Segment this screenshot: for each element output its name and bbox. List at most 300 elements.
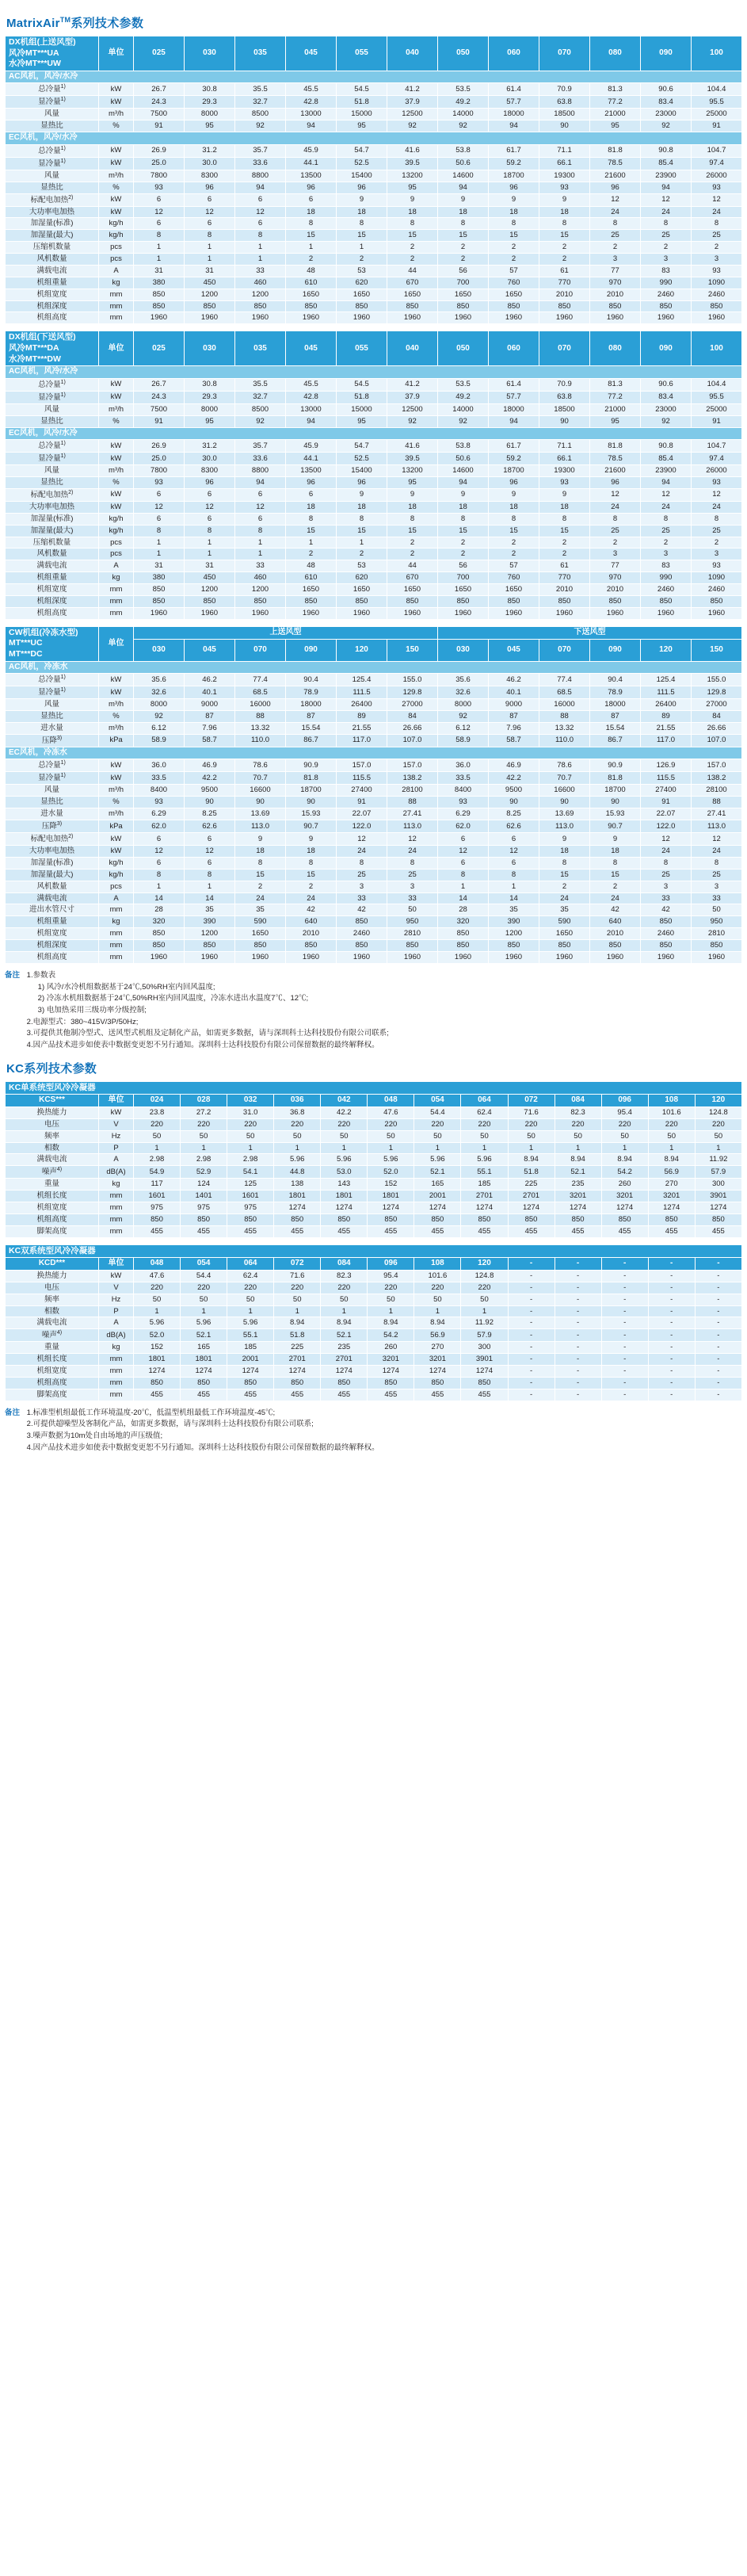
- cell: 54.7: [337, 144, 387, 157]
- cell: 1: [227, 1305, 274, 1317]
- cell: 220: [181, 1118, 227, 1130]
- table-row: [6, 797, 742, 808]
- cell: 25: [692, 525, 742, 537]
- cell: 70.9: [539, 83, 590, 96]
- cell: 71.6: [508, 1106, 555, 1118]
- cell: 15: [337, 230, 387, 242]
- row-unit: kW: [99, 83, 134, 96]
- row-label: 满载电流: [6, 265, 99, 277]
- cell: 70.9: [539, 378, 590, 391]
- cell: 2: [387, 537, 438, 548]
- cell: 1: [555, 1142, 601, 1154]
- cell: 850: [601, 1214, 648, 1226]
- cell: 220: [134, 1118, 181, 1130]
- cell: 8: [539, 218, 590, 230]
- cell: 41.6: [387, 440, 438, 453]
- table-row: [6, 1389, 742, 1401]
- cell: 8: [641, 218, 692, 230]
- cell: 95.5: [692, 96, 742, 109]
- cell: 2.98: [227, 1154, 274, 1166]
- cell: 40.1: [489, 686, 539, 699]
- table-row: [6, 1377, 742, 1389]
- cell: 1274: [368, 1366, 414, 1378]
- cell: 990: [641, 277, 692, 289]
- cell: 40.1: [185, 686, 235, 699]
- cell: -: [555, 1377, 601, 1389]
- table-row: [6, 869, 742, 881]
- table-row: [6, 465, 742, 477]
- row-label: 压降$^{3)}$: [6, 734, 99, 747]
- cell: 850: [185, 940, 235, 952]
- cell: -: [695, 1305, 741, 1317]
- cell: 25000: [692, 403, 742, 415]
- cell: 3: [641, 548, 692, 560]
- cell: 1650: [489, 584, 539, 596]
- cell: 78.9: [286, 686, 337, 699]
- cell: 26.66: [387, 722, 438, 734]
- cell: 13.32: [539, 722, 590, 734]
- cell: 59.2: [489, 453, 539, 465]
- cw-model-up-070: 070: [235, 639, 286, 661]
- row-unit: kW: [99, 391, 134, 403]
- cell: 1: [227, 1142, 274, 1154]
- cell: 18700: [590, 785, 641, 797]
- cell: 97.4: [692, 157, 742, 170]
- section-title-kc: KC系列技术参数: [6, 1061, 97, 1076]
- cell: 15: [387, 230, 438, 242]
- remark-line: 4.因产品技术进步如使表中数据变更恕不另行通知。深圳科士达科技股份有限公司保留数据的最终解释权。: [26, 1041, 379, 1050]
- cell: 235: [321, 1342, 368, 1354]
- kc-single-model-096: 096: [601, 1095, 648, 1107]
- remarks-kc: [5, 1408, 742, 1454]
- cell: 1200: [185, 584, 235, 596]
- cell: 9: [438, 488, 489, 501]
- row-label-sup: 3): [56, 735, 63, 741]
- table-row: [6, 144, 742, 157]
- cell: 45.5: [286, 378, 337, 391]
- cell: 1: [185, 537, 235, 548]
- cell: 6: [185, 193, 235, 206]
- kc-single-model-028: 028: [181, 1095, 227, 1107]
- cell: 15.54: [286, 722, 337, 734]
- cell: 5.96: [181, 1317, 227, 1329]
- cell: 2: [286, 548, 337, 560]
- cell: 850: [641, 916, 692, 928]
- table-row: [6, 904, 742, 916]
- remarks-kc-title: 备注: [5, 1408, 21, 1417]
- cell: 15: [489, 230, 539, 242]
- cell: 15: [235, 869, 286, 881]
- cell: 270: [414, 1342, 461, 1354]
- cell: 3: [590, 254, 641, 266]
- cell: 9: [387, 488, 438, 501]
- cell: 620: [337, 277, 387, 289]
- cell: 27000: [692, 699, 742, 711]
- cell: 37.9: [387, 391, 438, 403]
- cell: 2: [438, 242, 489, 254]
- row-label: 风量: [6, 465, 99, 477]
- cell: 95: [185, 415, 235, 427]
- cell: 18: [337, 501, 387, 513]
- cell: 1200: [185, 289, 235, 300]
- row-unit: kW: [99, 488, 134, 501]
- cell: -: [508, 1282, 555, 1294]
- row-unit: Hz: [99, 1130, 134, 1142]
- cell: 8: [692, 513, 742, 525]
- cell: 50: [368, 1294, 414, 1305]
- cell: 2: [489, 254, 539, 266]
- row-label: 相数: [6, 1305, 99, 1317]
- cell: 1960: [489, 951, 539, 963]
- cell: 300: [461, 1342, 508, 1354]
- dx-down-model-035: 035: [235, 331, 286, 366]
- cell: 13200: [387, 465, 438, 477]
- cell: 24: [235, 892, 286, 904]
- cell: 620: [337, 572, 387, 584]
- cell: 6: [489, 833, 539, 846]
- cell: 8: [235, 857, 286, 869]
- cell: 18: [286, 206, 337, 218]
- cell: 1: [274, 1305, 321, 1317]
- cell: 9: [337, 488, 387, 501]
- cell: 850: [555, 1214, 601, 1226]
- cell: 850: [181, 1214, 227, 1226]
- row-label: 机组高度: [6, 1214, 99, 1226]
- table-kc-single: [5, 1081, 742, 1238]
- remark-line: 3.噪声数据为10m处自由场地的声压级值;: [26, 1431, 163, 1441]
- cell: 12: [489, 846, 539, 858]
- cell: 91: [134, 415, 185, 427]
- cell: 770: [539, 277, 590, 289]
- cell: 51.8: [508, 1166, 555, 1179]
- cell: 12: [590, 488, 641, 501]
- cell: 9000: [489, 699, 539, 711]
- cell: 71.1: [539, 144, 590, 157]
- cell: 1: [134, 1305, 181, 1317]
- table-row: [6, 584, 742, 596]
- dx-up-model-060: 060: [489, 36, 539, 71]
- cell: 1650: [387, 584, 438, 596]
- row-unit: mm: [99, 1389, 134, 1401]
- cell: 455: [368, 1225, 414, 1237]
- cell: 15: [286, 525, 337, 537]
- cell: 9: [539, 193, 590, 206]
- cell: 125.4: [641, 674, 692, 686]
- cell: 91: [692, 415, 742, 427]
- cell: 78.6: [235, 759, 286, 772]
- cell: 8: [489, 513, 539, 525]
- cell: 25: [641, 869, 692, 881]
- cell: 44.1: [286, 453, 337, 465]
- cell: 9: [489, 193, 539, 206]
- cell: 1: [508, 1142, 555, 1154]
- cell: 455: [368, 1389, 414, 1401]
- cell: 55.1: [461, 1166, 508, 1179]
- cell: -: [555, 1305, 601, 1317]
- cell: 14000: [438, 403, 489, 415]
- dx-down-model-070: 070: [539, 331, 590, 366]
- cell: 5.96: [414, 1154, 461, 1166]
- cell: 8: [641, 857, 692, 869]
- cell: 1960: [134, 312, 185, 324]
- cell: 31.2: [185, 144, 235, 157]
- cell: 1090: [692, 572, 742, 584]
- row-unit: kW: [99, 193, 134, 206]
- cell: 24: [641, 846, 692, 858]
- table-row: [6, 1317, 742, 1329]
- cell: 24: [590, 206, 641, 218]
- cell: 8: [286, 513, 337, 525]
- row-label-sup: 1): [60, 392, 66, 398]
- kc-double-model-120: 120: [461, 1258, 508, 1271]
- cell: 1960: [641, 312, 692, 324]
- cell: 107.0: [387, 734, 438, 747]
- cell: 1: [601, 1142, 648, 1154]
- cell: 9: [337, 193, 387, 206]
- table-row: [6, 96, 742, 109]
- table-row: [6, 1106, 742, 1118]
- cell: 90: [489, 797, 539, 808]
- cell: 33.6: [235, 453, 286, 465]
- cell: 2010: [590, 289, 641, 300]
- row-label: 满载电流: [6, 1317, 99, 1329]
- cell: 36.8: [274, 1106, 321, 1118]
- cell: 61.7: [489, 144, 539, 157]
- cell: 18: [337, 206, 387, 218]
- cell: 21600: [590, 170, 641, 182]
- row-label-sup: 1): [60, 760, 66, 766]
- dx-down-model-025: 025: [134, 331, 185, 366]
- row-label: 机组宽度: [6, 928, 99, 940]
- cell: 1960: [539, 607, 590, 619]
- cell: 1: [134, 1142, 181, 1154]
- cell: -: [695, 1342, 741, 1354]
- cell: 92: [438, 711, 489, 723]
- cell: 2: [387, 242, 438, 254]
- cell: 8400: [134, 785, 185, 797]
- cell: 850: [134, 1377, 181, 1389]
- cell: 220: [368, 1118, 414, 1130]
- table-row: [6, 833, 742, 846]
- cell: 95: [337, 415, 387, 427]
- cell: 1401: [181, 1191, 227, 1202]
- table-row: [6, 391, 742, 403]
- kc-single-model-064: 064: [461, 1095, 508, 1107]
- cell: 15: [286, 869, 337, 881]
- cell: 455: [274, 1389, 321, 1401]
- cell: 1274: [227, 1366, 274, 1378]
- cell: 82.3: [321, 1270, 368, 1282]
- cell: -: [508, 1366, 555, 1378]
- cell: 8: [387, 218, 438, 230]
- cell: 1: [337, 537, 387, 548]
- cell: -: [555, 1342, 601, 1354]
- cell: 96: [337, 182, 387, 193]
- cell: 19300: [539, 170, 590, 182]
- cell: 13.69: [235, 808, 286, 820]
- cell: 6: [438, 857, 489, 869]
- cell: 12: [438, 846, 489, 858]
- cell: 850: [692, 940, 742, 952]
- cell: 9: [387, 193, 438, 206]
- cell: 57.7: [489, 96, 539, 109]
- cell: 25: [590, 230, 641, 242]
- cell: 18: [387, 206, 438, 218]
- cell: 455: [414, 1225, 461, 1237]
- cell: 1960: [286, 312, 337, 324]
- dx-down-group-label: AC风机，风冷/水冷: [6, 366, 742, 379]
- cw-group-down-label: 下送风型: [438, 626, 742, 639]
- cell: 1960: [185, 951, 235, 963]
- cell: 2460: [692, 289, 742, 300]
- cell: 850: [461, 1377, 508, 1389]
- table-row: [6, 537, 742, 548]
- cell: 7.96: [489, 722, 539, 734]
- cell: 990: [641, 572, 692, 584]
- section-title-matrixair-sup: TM: [59, 16, 71, 24]
- cell: 53.5: [438, 83, 489, 96]
- cell: 3201: [601, 1191, 648, 1202]
- table-row: [6, 699, 742, 711]
- cell: 51.8: [274, 1329, 321, 1342]
- row-label-sup: 1): [60, 379, 66, 385]
- table-row: [6, 265, 742, 277]
- cell: 13500: [286, 465, 337, 477]
- cell: 455: [134, 1389, 181, 1401]
- cell: 6: [134, 218, 185, 230]
- cell: 8800: [235, 465, 286, 477]
- cell: 50: [461, 1294, 508, 1305]
- cell: 95: [387, 477, 438, 489]
- cell: 6.12: [134, 722, 185, 734]
- cell: 42.2: [489, 772, 539, 785]
- cell: -: [601, 1270, 648, 1282]
- cell: 94: [641, 477, 692, 489]
- cell: 8.94: [414, 1317, 461, 1329]
- row-unit: kW: [99, 846, 134, 858]
- cell: 1: [286, 242, 337, 254]
- dx-up-model-045: 045: [286, 36, 337, 71]
- cell: 8: [438, 513, 489, 525]
- cell: 2: [590, 881, 641, 892]
- cell: 26.7: [134, 83, 185, 96]
- cell: 52.1: [181, 1329, 227, 1342]
- cell: -: [555, 1389, 601, 1401]
- cell: 8500: [235, 109, 286, 120]
- cell: 81.8: [590, 144, 641, 157]
- row-unit: mm: [99, 595, 134, 607]
- cell: 31.2: [185, 440, 235, 453]
- cell: 1: [134, 242, 185, 254]
- cell: 850: [641, 595, 692, 607]
- cell: 89: [641, 711, 692, 723]
- cell: 12: [235, 206, 286, 218]
- cell: 15: [286, 230, 337, 242]
- cell: 3: [337, 881, 387, 892]
- cell: 1960: [590, 951, 641, 963]
- row-label: 机组宽度: [6, 289, 99, 300]
- table-row: [6, 415, 742, 427]
- cell: 25: [692, 230, 742, 242]
- cell: 2001: [414, 1191, 461, 1202]
- cell: 850: [286, 940, 337, 952]
- cell: 15: [438, 525, 489, 537]
- cell: 1: [368, 1305, 414, 1317]
- cell: 2: [641, 537, 692, 548]
- cell: 54.4: [181, 1270, 227, 1282]
- cell: 52.0: [368, 1166, 414, 1179]
- cell: 1650: [539, 928, 590, 940]
- cell: 1274: [461, 1366, 508, 1378]
- cell: 62.4: [461, 1106, 508, 1118]
- cell: 6: [438, 833, 489, 846]
- dx-down-model-055: 055: [337, 331, 387, 366]
- cell: -: [555, 1354, 601, 1366]
- cell: 1801: [134, 1354, 181, 1366]
- cell: -: [508, 1377, 555, 1389]
- cell: 92: [235, 415, 286, 427]
- cell: 8: [590, 218, 641, 230]
- cell: 1650: [438, 289, 489, 300]
- cell: 16000: [539, 699, 590, 711]
- cell: -: [695, 1377, 741, 1389]
- table-row: [6, 440, 742, 453]
- cell: 78.9: [590, 686, 641, 699]
- cell: 1601: [227, 1191, 274, 1202]
- cell: 975: [227, 1202, 274, 1214]
- cell: 9: [590, 833, 641, 846]
- table-row: [6, 1154, 742, 1166]
- cell: 50: [555, 1130, 601, 1142]
- table-row: [6, 1270, 742, 1282]
- cell: 850: [227, 1377, 274, 1389]
- row-unit: kg: [99, 916, 134, 928]
- cell: 104.7: [692, 440, 742, 453]
- cell: 1: [438, 881, 489, 892]
- table-row: [6, 722, 742, 734]
- cell: 8: [134, 525, 185, 537]
- cell: 152: [368, 1179, 414, 1191]
- kc-double-model-row: [6, 1258, 742, 1271]
- cell: 52.1: [555, 1166, 601, 1179]
- cell: 81.8: [286, 772, 337, 785]
- cell: 8.25: [489, 808, 539, 820]
- cell: 50: [321, 1294, 368, 1305]
- row-label: 风量: [6, 109, 99, 120]
- kc-double-code-label: KCD***: [6, 1258, 99, 1271]
- cell: 35.6: [134, 674, 185, 686]
- cell: 13000: [286, 109, 337, 120]
- cell: 9000: [185, 699, 235, 711]
- cell: 90: [286, 797, 337, 808]
- cell: 850: [321, 1214, 368, 1226]
- row-unit: %: [99, 182, 134, 193]
- cell: 24.3: [134, 391, 185, 403]
- cell: 25: [641, 525, 692, 537]
- cell: 220: [508, 1118, 555, 1130]
- cell: 1960: [641, 951, 692, 963]
- cell: 96: [185, 182, 235, 193]
- row-unit: kg: [99, 277, 134, 289]
- cell: 12: [387, 833, 438, 846]
- table-row: [6, 1179, 742, 1191]
- cell: 9: [489, 488, 539, 501]
- cell: 53: [337, 265, 387, 277]
- cell: 12: [590, 193, 641, 206]
- kc-double-model--: -: [648, 1258, 695, 1271]
- table-row: [6, 157, 742, 170]
- row-label: 显热比: [6, 415, 99, 427]
